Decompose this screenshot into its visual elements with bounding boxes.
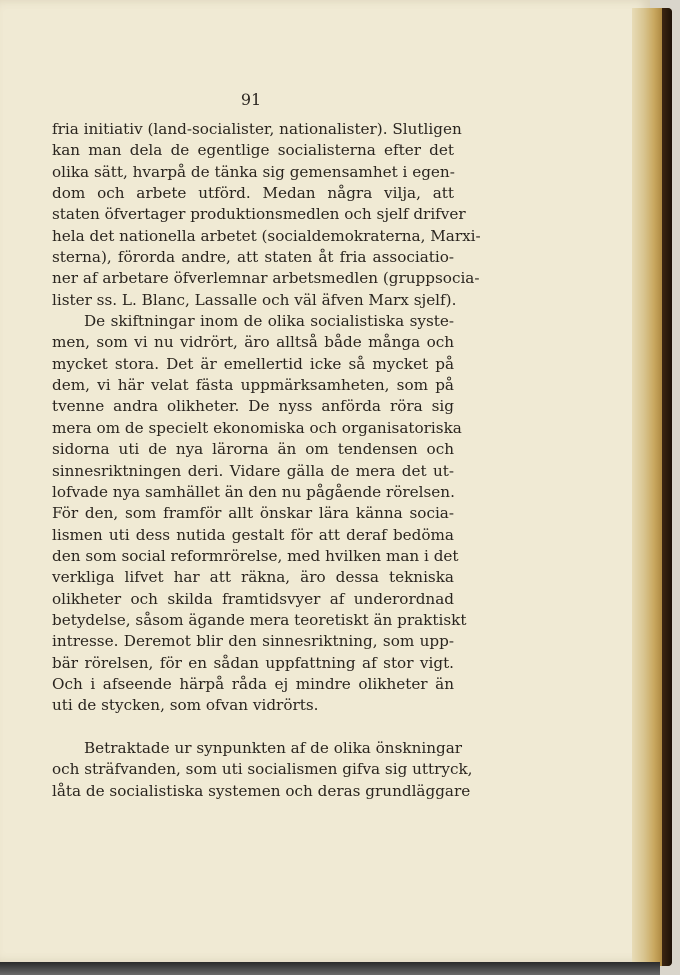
text-line: och sträfvanden, som uti socialismen gifva sig uttryck, xyxy=(52,760,473,779)
text-line: sterna), förorda andre, att staten åt fria associatio- xyxy=(52,248,454,267)
text-line: låta de socialistiska systemen och deras grundläggare xyxy=(52,781,471,800)
text-line: olika sätt, hvarpå de tänka sig gemensamhet i egen- xyxy=(52,162,455,181)
paragraph xyxy=(52,738,473,802)
text-line: den som social reformrörelse, med hvilken man i det xyxy=(52,546,459,565)
text-line: dom och arbete utförd. Medan några vilja, att xyxy=(52,184,454,203)
text-line: staten öfvertager produktionsmedlen och sjelf drifver xyxy=(52,205,466,224)
paragraph xyxy=(52,119,481,311)
text-line: bär rörelsen, för en sådan uppfattning af stor vigt. xyxy=(52,653,454,672)
text-line: fria initiativ (land-socialister, nationalister). Slutligen xyxy=(52,120,462,138)
text-line: sinnesriktningen deri. Vidare gälla de mera det ut- xyxy=(52,461,454,480)
text-line: betydelse, såsom ägande mera teoretiskt än praktiskt xyxy=(52,610,467,629)
text-line: lister ss. L. Blanc, Lassalle och väl äfven Marx sjelf). xyxy=(52,290,457,309)
text-line: tvenne andra olikheter. De nyss anförda röra sig xyxy=(52,397,454,416)
text-line: lofvade nya samhället än den nu pågående rörelsen. xyxy=(52,482,455,501)
text-line: men, som vi nu vidrört, äro alltså både många och xyxy=(52,333,454,352)
text-line: De skiftningar inom de olika socialistiska syste- xyxy=(84,312,454,331)
text-line: sidorna uti de nya lärorna än om tendensen och xyxy=(52,440,454,459)
text-line: mera om de specielt ekonomiska och organisatoriska xyxy=(52,418,462,437)
text-line: mycket stora. Det är emellertid icke så mycket på xyxy=(52,354,454,373)
text-line: Betraktade ur synpunkten af de olika önskningar xyxy=(84,738,463,757)
paragraph-gap xyxy=(52,717,454,738)
text-line: dem, vi här velat fästa uppmärksamheten, som på xyxy=(52,376,454,395)
paragraph xyxy=(52,311,467,717)
text-line: olikheter och skilda framtidsvyer af underordnad xyxy=(52,589,454,608)
text-line: verkliga lifvet har att räkna, äro dessa tekniska xyxy=(52,568,454,587)
page-edge xyxy=(632,8,672,966)
text-line: Och i afseende härpå råda ej mindre olikheter än xyxy=(52,674,454,693)
text-line: För den, som framför allt önskar lära känna socia- xyxy=(52,504,454,523)
text-line: intresse. Deremot blir den sinnesriktning, som upp- xyxy=(52,632,454,651)
text-line: kan man dela de egentlige socialisterna efter det xyxy=(52,141,454,160)
body-text xyxy=(52,119,481,802)
text-line: hela det nationella arbetet (socialdemokraterna, Marxi- xyxy=(52,226,481,245)
bottom-shadow xyxy=(0,962,660,975)
text-line: uti de stycken, som ofvan vidrörts. xyxy=(52,696,319,715)
page-number: 91 xyxy=(240,90,262,109)
text-line: ner af arbetare öfverlemnar arbetsmedlen (gruppsocia- xyxy=(52,269,480,288)
text-line: lismen uti dess nutida gestalt för att deraf bedöma xyxy=(52,525,454,544)
